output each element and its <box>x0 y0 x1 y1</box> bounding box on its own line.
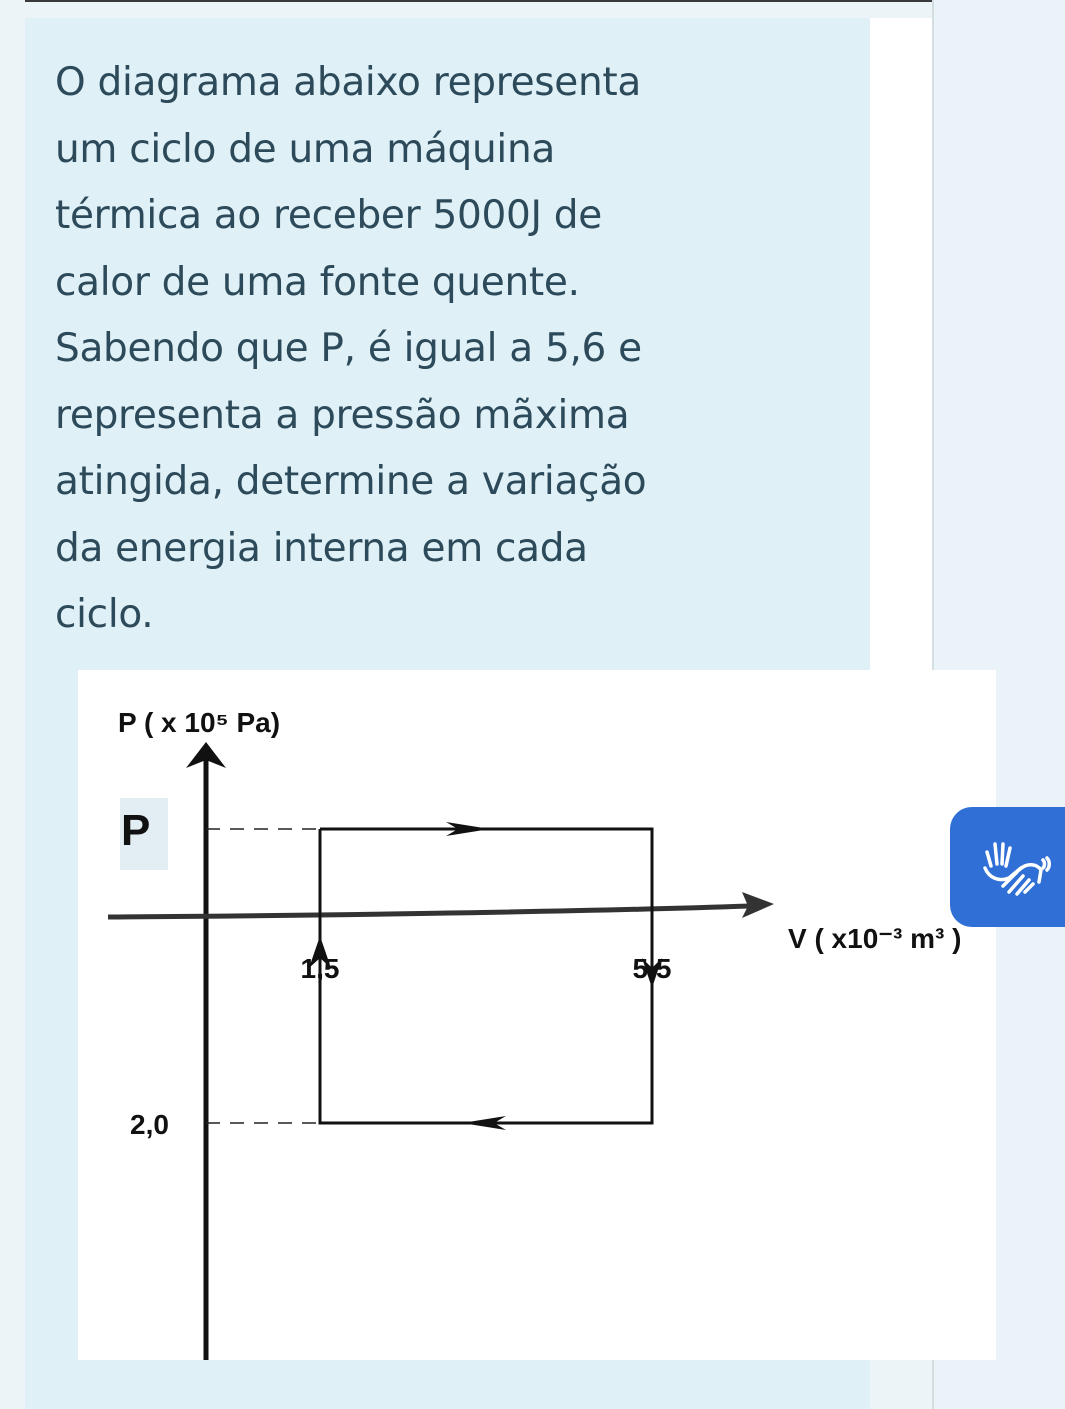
cycle-path <box>320 829 652 1123</box>
sign-language-hands-icon <box>973 832 1053 902</box>
libras-accessibility-button[interactable] <box>950 807 1065 927</box>
x-tick-label-v2: 5,5 <box>632 953 672 984</box>
pv-diagram-svg <box>78 670 996 1360</box>
card-gap <box>870 18 932 670</box>
top-divider <box>25 0 1065 2</box>
x-tick-label-v1: 1,5 <box>300 953 340 984</box>
y-tick-label-low: 2,0 <box>130 1109 169 1140</box>
x-axis-label: V ( x10⁻³ m³ ) <box>788 923 962 954</box>
question-text: O diagrama abaixo representa um ciclo de uma máquina térmica ao receber 5000J de calor de uma fonte quente. Sabendo que P, é igual a 5,6 e representa a pressão mãxima atingida, determine a variação da energia interna em cada ciclo. <box>55 60 647 637</box>
y-tick-label-p: P <box>121 806 151 855</box>
pv-diagram <box>78 670 996 1360</box>
y-axis-label: P ( x 10⁵ Pa) <box>118 707 281 738</box>
